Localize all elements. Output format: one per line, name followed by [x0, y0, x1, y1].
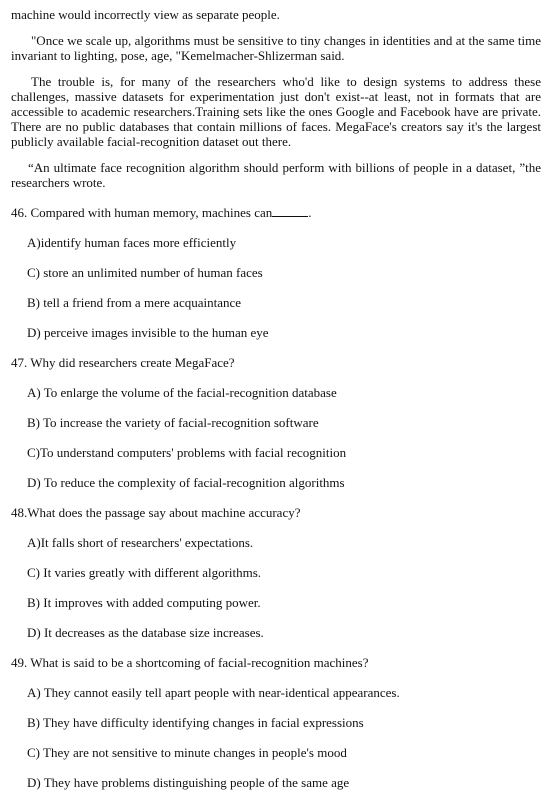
option-item: D) It decreases as the database size increases. [27, 625, 264, 640]
option-item: B) They have difficulty identifying changes in facial expressions [27, 715, 364, 730]
question-49 [11, 655, 541, 790]
option-item: D) perceive images invisible to the human eye [27, 325, 269, 340]
passage-paragraph-quote: "Once we scale up, algorithms must be sensitive to tiny changes in identities and at the same time invariant to lighting, pose, age, "Kemelmacher-Shlizerman said. [11, 33, 541, 63]
passage-paragraph-continuation: machine would incorrectly view as separate people. [11, 7, 280, 22]
question-stem [11, 205, 541, 220]
question-stem: 47. Why did researchers create MegaFace? [11, 355, 235, 370]
question-48 [11, 505, 541, 640]
answer-blank [272, 205, 308, 217]
option-item: B) It improves with added computing power. [27, 595, 261, 610]
option-item: B) To increase the variety of facial-recognition software [27, 415, 319, 430]
question-stem-tail: . [308, 205, 312, 220]
option-item: C) It varies greatly with different algorithms. [27, 565, 262, 580]
option-item: D) They have problems distinguishing people of the same age [27, 775, 350, 790]
question-stem: 48.What does the passage say about machine accuracy? [11, 505, 301, 520]
option-item: C) They are not sensitive to minute changes in people's mood [27, 745, 347, 760]
question-46 [11, 205, 541, 340]
option-item: B) tell a friend from a mere acquaintance [27, 295, 242, 310]
question-stem: 49. What is said to be a shortcoming of facial-recognition machines? [11, 655, 369, 670]
option-item: D) To reduce the complexity of facial-recognition algorithms [27, 475, 345, 490]
question-47 [11, 355, 541, 490]
option-item: A)It falls short of researchers' expectations. [27, 535, 254, 550]
option-item: A) They cannot easily tell apart people with near-identical appearances. [27, 685, 400, 700]
option-item: C)To understand computers' problems with facial recognition [27, 445, 347, 460]
option-item: A) To enlarge the volume of the facial-recognition database [27, 385, 337, 400]
passage-paragraph-datasets: The trouble is, for many of the researchers who'd like to design systems to address these challenges, massive datasets for experimentation just don't exist--at least, not in formats that are accessible to academic researchers.Training sets like the ones Google and Facebook have are private. There are no public databases that contain millions of faces. MegaFace's creators say it's the largest publicly available facial-recognition dataset out there. [11, 74, 541, 149]
passage-paragraph-ultimate: “An ultimate face recognition algorithm should perform with billions of people in a dataset, ”the researchers wrote. [11, 160, 541, 190]
option-item: A)identify human faces more efficiently [27, 235, 237, 250]
option-item: C) store an unlimited number of human faces [27, 265, 263, 280]
question-stem-text: 46. Compared with human memory, machines can [11, 205, 273, 220]
